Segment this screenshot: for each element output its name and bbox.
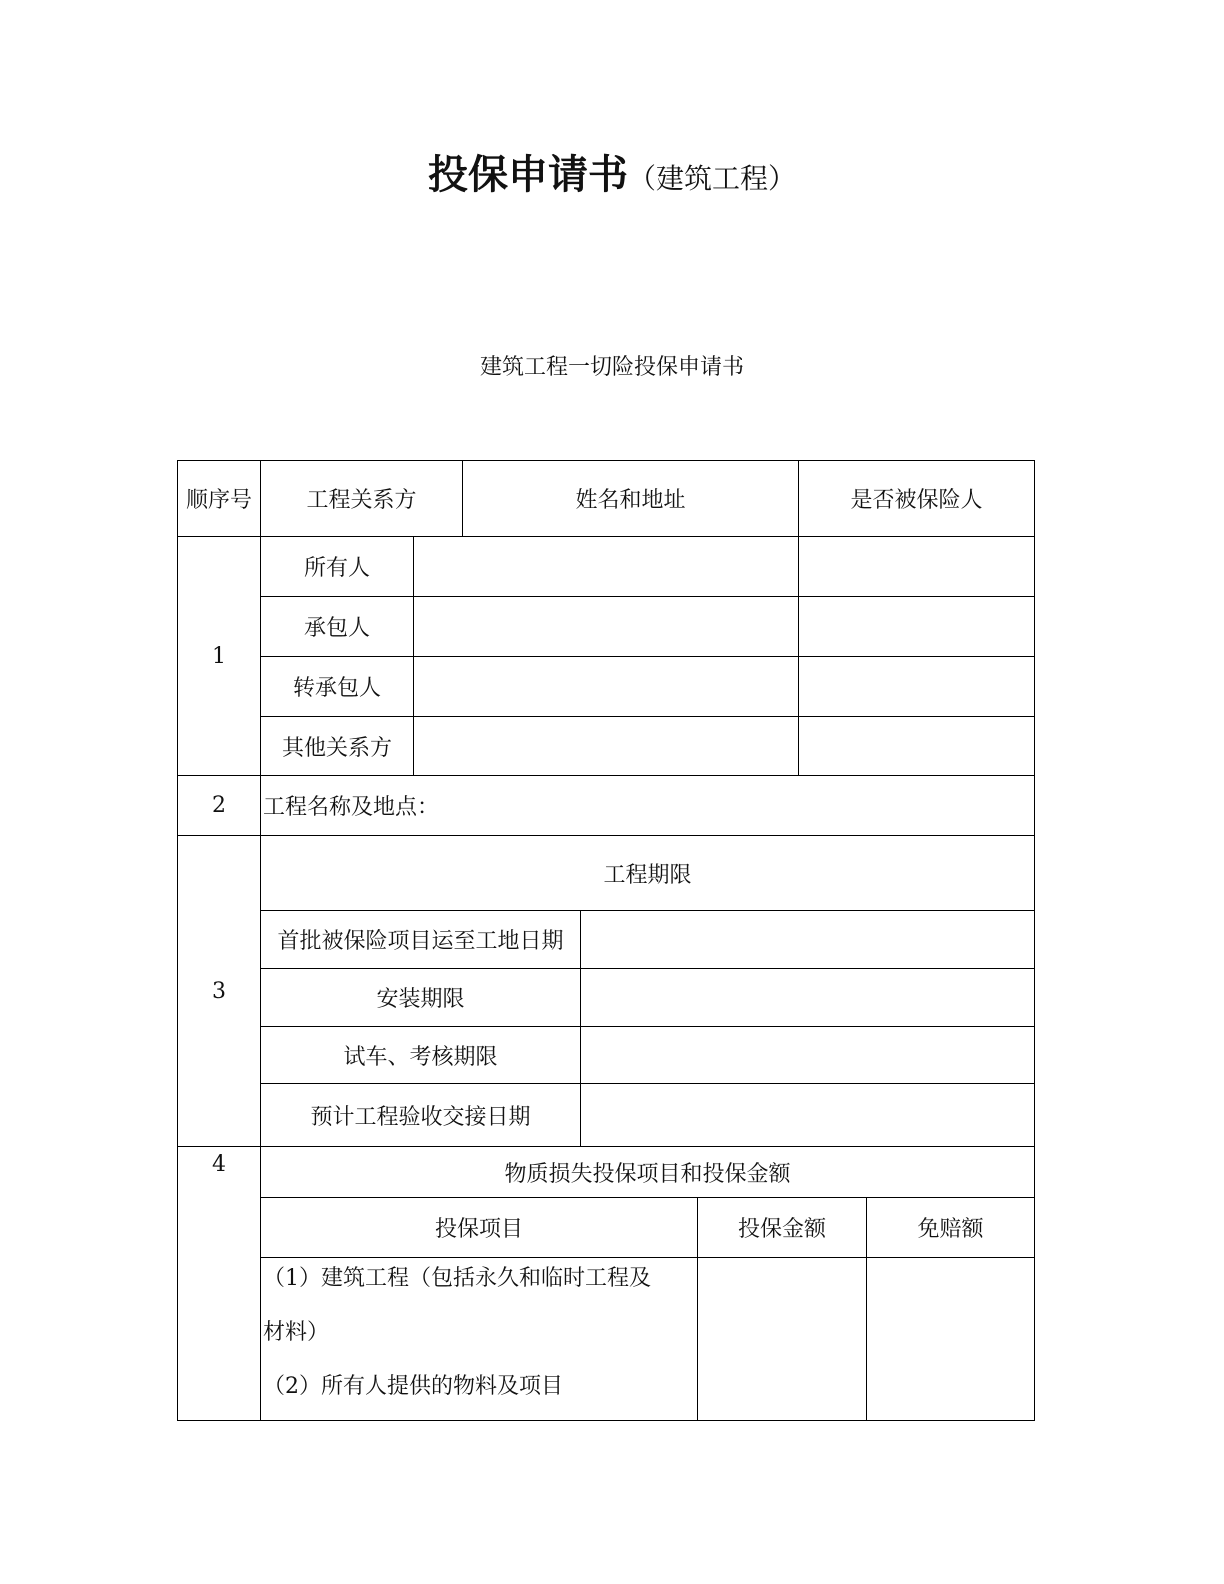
table-line (261, 1257, 1035, 1258)
row3-seq: 3 (212, 978, 226, 1004)
row2-seq: 2 (212, 793, 226, 818)
insured-item-2: （2）所有人提供的物料及项目 (263, 1374, 563, 1399)
document-title (0, 143, 1224, 200)
insured-item-1-line2: 材料） (263, 1320, 330, 1345)
material-damage-heading: 物质损失投保项目和投保金额 (504, 1161, 791, 1187)
period-installation: 安装期限 (376, 987, 465, 1012)
period-acceptance: 预计工程验收交接日期 (310, 1104, 531, 1130)
table-line (413, 536, 414, 776)
party-owner: 所有人 (303, 556, 370, 581)
project-period-heading: 工程期限 (603, 862, 692, 888)
header-seq: 顺序号 (185, 488, 252, 513)
col-insured-amount: 投保金额 (737, 1217, 826, 1242)
table-line (1034, 460, 1035, 1421)
period-test-run: 试车、考核期限 (343, 1044, 498, 1070)
table-line (580, 910, 581, 1146)
col-insured-item: 投保项目 (434, 1217, 523, 1242)
party-contractor: 承包人 (303, 616, 370, 641)
form-subtitle: 建筑工程一切险投保申请书 (479, 355, 744, 380)
title-sub: （建筑工程） (627, 162, 796, 195)
party-other: 其他关系方 (281, 735, 392, 761)
header-name-address: 姓名和地址 (575, 488, 686, 513)
title-main: 投保申请书 (427, 152, 628, 198)
col-deductible: 免赔额 (917, 1217, 984, 1242)
header-party: 工程关系方 (306, 488, 417, 513)
party-subcontractor: 转承包人 (292, 676, 381, 701)
header-insured: 是否被保险人 (850, 488, 983, 513)
period-first-delivery: 首批被保险项目运至工地日期 (277, 929, 564, 954)
row1-seq: 1 (212, 643, 226, 669)
project-name-location-label: 工程名称及地点： (263, 795, 440, 820)
insured-item-1-line1: （1）建筑工程（包括永久和临时工程及 (263, 1266, 651, 1291)
table-line (177, 1420, 1035, 1421)
row4-seq: 4 (212, 1152, 226, 1177)
